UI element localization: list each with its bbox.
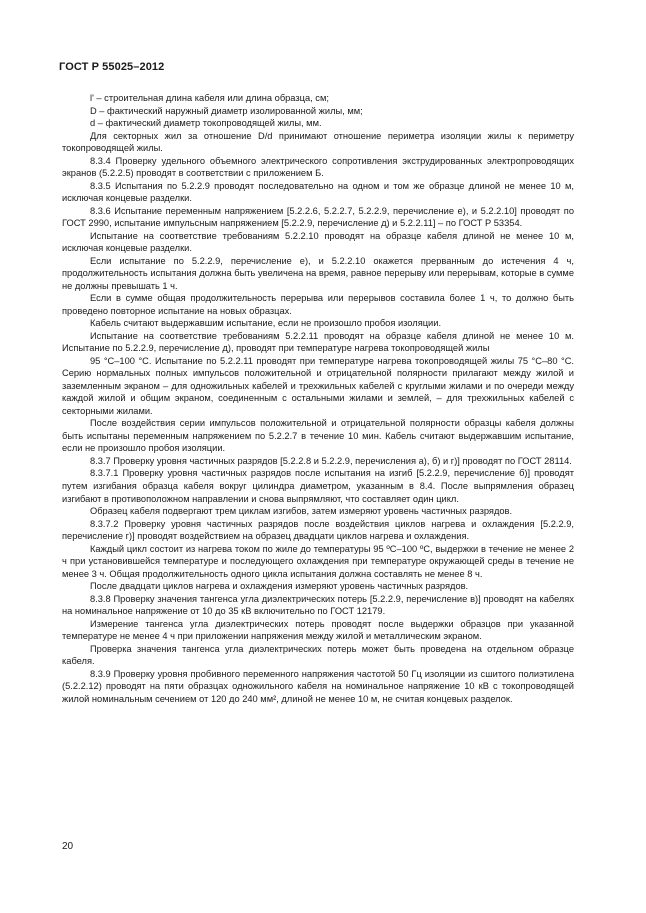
paragraph: После воздействия серии импульсов положительной и отрицательной полярности образцы кабеля должны быть испытаны переменным напряжением по 5.2.2.7 в течение 10 мин. Кабель считают выдержавшим испытание, если не произошло пробоя изоляции. <box>62 418 574 454</box>
paragraph: Испытание на соответствие требованиям 5.2.2.11 проводят на образце кабеля длиной не менее 10 м. Испытание по 5.2.2.9, перечисление д), проводят при температуре нагрева токопроводящей жилы <box>62 330 574 354</box>
standard-header: ГОСТ Р 55025–2012 <box>59 61 165 73</box>
page-number: 20 <box>62 841 74 852</box>
paragraph: 95 °С–100 °С. Испытание по 5.2.2.11 проводят при температуре нагрева токопроводящей жилы 75 °С–80 °С. Серию нормальных полных импульсов положительной и отрицательной полярности прилагают между жилой и заземленным экраном – для одножильных кабелей и трехжильных кабелей с круглыми жилами и по очереди между каждой жилой и общим экраном, соединенным с остальными жилами и землей, – для трехжильных кабелей с секторными жилами. <box>62 355 574 416</box>
paragraph: Если испытание по 5.2.2.9, перечисление е), и 5.2.2.10 окажется прерванным до истечения 4 ч, продолжительность испытания должна быть увеличена на время, равное перерыву или перерывам, которые в сумме не должны превышать 1 ч. <box>62 255 574 291</box>
paragraph: Кабель считают выдержавшим испытание, если не произошло пробоя изоляции. <box>90 318 442 329</box>
definition-D: D – фактический наружный диаметр изолированной жилы, мм; <box>90 105 363 116</box>
paragraph: Каждый цикл состоит из нагрева током по жиле до температуры 95 ºС–100 ºС, выдержки в течение не менее 2 ч при установившейся температуре и последующего охлаждения при температуре окружающей среды в течение не менее 3 ч. Общая продолжительность одного цикла испытания должна составлять не менее 8 ч. <box>62 543 574 579</box>
clause-8-3-4: 8.3.4 Проверку удельного объемного электрического сопротивления экструдированных электропроводящих экранов (5.2.2.5) проводят в соответствии с приложением Б. <box>62 155 574 179</box>
clause-8-3-8: 8.3.8 Проверку значения тангенса угла диэлектрических потерь [5.2.2.9, перечисление в)] проводят на кабелях на номинальное напряжение от 10 до 35 кВ включительно по ГОСТ 12179. <box>62 593 574 617</box>
paragraph: Испытание на соответствие требованиям 5.2.2.10 проводят на образце кабеля длиной не менее 10 м, исключая концевые разделки. <box>62 230 574 254</box>
definition-d: d – фактический диаметр токопроводящей жилы, мм. <box>90 118 322 129</box>
clause-8-3-6: 8.3.6 Испытание переменным напряжением [5.2.2.6, 5.2.2.7, 5.2.2.9, перечисление е), и 5.2.2.10] проводят по ГОСТ 2990, испытание импульсным напряжением [5.2.2.9, перечисление д) и 5.2.2.11] – по ГОСТ Р 53354. <box>62 205 574 229</box>
clause-8-3-9: 8.3.9 Проверку уровня пробивного переменного напряжения частотой 50 Гц изоляции из сшитого полиэтилена (5.2.2.12) проводят на пяти образцах одножильного кабеля на номинальное напряжение 10 кВ с токопроводящей жилой номинальным сечением от 120 до 240 мм², длиной не менее 10 м, не считая концевых разделок. <box>62 668 574 704</box>
paragraph: Измерение тангенса угла диэлектрических потерь проводят после выдержки образцов при указанной температуре не менее 4 ч при приложении напряжения между жилой и металлическим экраном. <box>62 618 574 642</box>
paragraph: Проверка значения тангенса угла диэлектрических потерь может быть проведена на отдельном образце кабеля. <box>62 643 574 667</box>
clause-8-3-7-2: 8.3.7.2 Проверку уровня частичных разрядов после воздействия циклов нагрева и охлаждения [5.2.2.9, перечисление г)] проводят воздействием на образец двадцати циклов нагрева и охлаждения. <box>62 518 574 542</box>
paragraph: Если в сумме общая продолжительность перерыва или перерывов составила более 1 ч, то должно быть проведено повторное испытание на новых образцах. <box>62 293 574 316</box>
paragraph: Образец кабеля подвергают трем циклам изгибов, затем измеряют уровень частичных разрядов. <box>90 506 513 517</box>
body-text <box>62 92 574 705</box>
clause-8-3-7: 8.3.7 Проверку уровня частичных разрядов [5.2.2.8 и 5.2.2.9, перечисления а), б) и г)] проводят по ГОСТ 28114. <box>90 455 572 466</box>
definition-l: l' – строительная длина кабеля или длина образца, см; <box>90 93 329 103</box>
clause-8-3-5: 8.3.5 Испытания по 5.2.2.9 проводят последовательно на одном и том же образце длиной не менее 10 м, исключая концевые разделки. <box>62 180 574 204</box>
paragraph: После двадцати циклов нагрева и охлаждения измеряют уровень частичных разрядов. <box>90 581 469 592</box>
clause-8-3-7-1: 8.3.7.1 Проверку уровня частичных разрядов после испытания на изгиб [5.2.2.9, перечисление б)] проводят путем изгибания образца кабеля вокруг цилиндра диаметром, указанным в 8.4. После выпрямления образец изгибают в противоположном направлении и снова выпрямляют, что составляет один цикл. <box>62 468 574 504</box>
paragraph: Для секторных жил за отношение D/d принимают отношение периметра изоляции жилы к периметру токопроводящей жилы. <box>62 130 574 154</box>
